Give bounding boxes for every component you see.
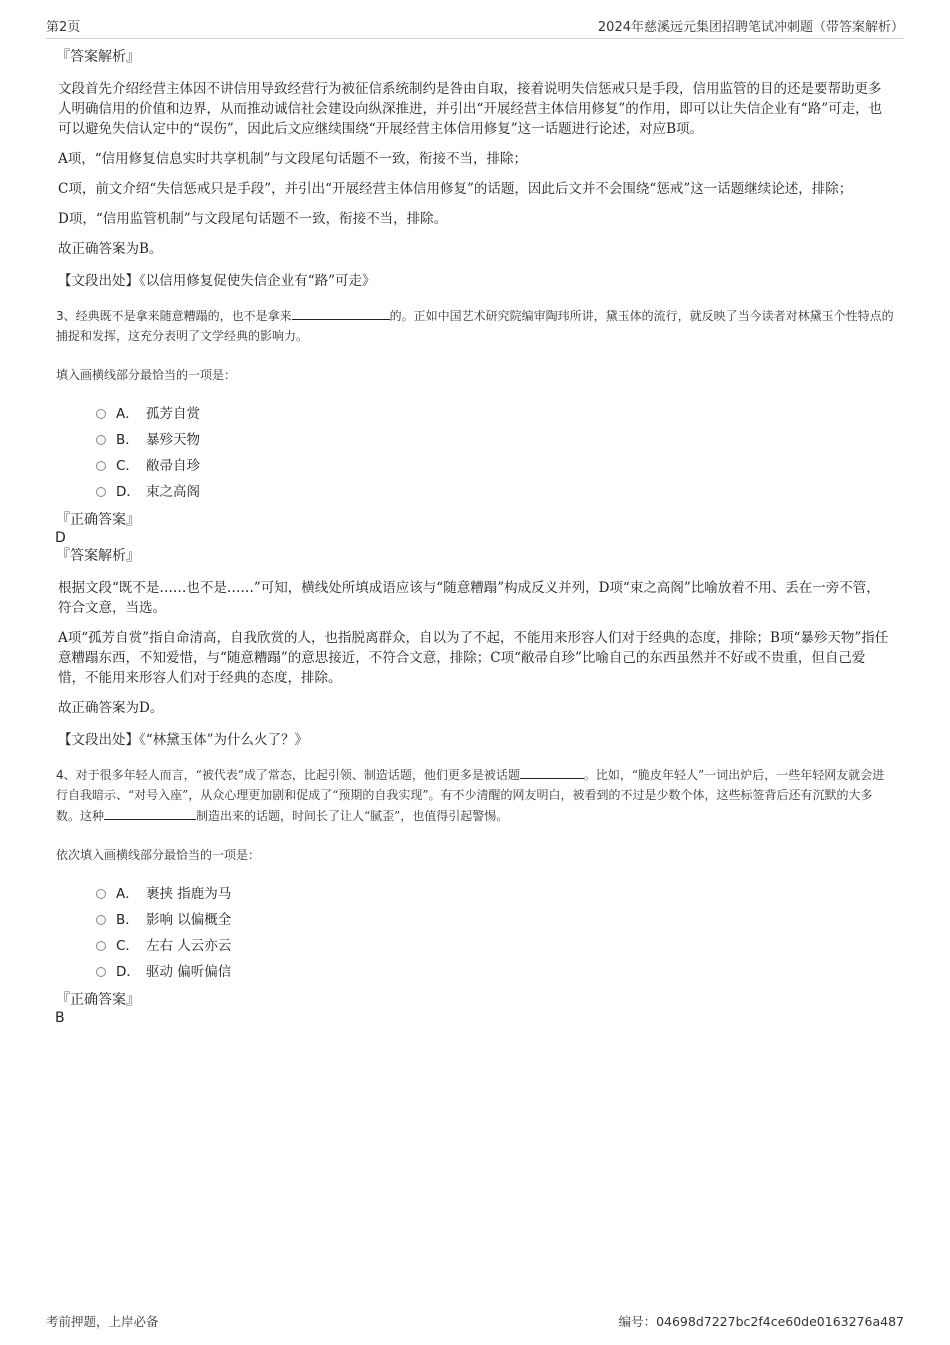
question-4: [56, 764, 896, 826]
option-text: 左右 人云亦云: [146, 938, 232, 954]
option-text: 敝帚自珍: [146, 458, 200, 474]
analysis-label: 『答案解析』: [56, 49, 140, 65]
radio-icon[interactable]: [96, 941, 106, 951]
radio-icon[interactable]: [96, 487, 106, 497]
question-text: 的。正如中国艺术研究院编审陶玮所讲，黛玉体的流行，就反映了当今读者对林黛玉个性特点的捕捉和发挥，这充分表明了文学经典的影响力。: [56, 309, 894, 343]
analysis-paragraph: A项，“信用修复信息实时共享机制”与文段尾句话题不一致，衔接不当，排除；: [58, 151, 528, 167]
options-list: [96, 399, 896, 503]
answer-blank: [292, 305, 390, 320]
document-id: 编号：04698d7227bc2f4ce60de0163276a487: [618, 1314, 904, 1329]
correct-answer: B: [55, 1010, 65, 1026]
option-d[interactable]: [96, 477, 896, 503]
analysis-paragraph: 故正确答案为B。: [58, 241, 163, 257]
radio-icon[interactable]: [96, 461, 106, 471]
document-body: [56, 48, 896, 1027]
option-c[interactable]: [96, 451, 896, 477]
question-text: 经典既不是拿来随意糟蹋的，也不是拿来: [75, 309, 292, 323]
analysis-paragraph: D项，“信用监管机制”与文段尾句话题不一致，衔接不当，排除。: [58, 211, 448, 227]
radio-icon[interactable]: [96, 915, 106, 925]
option-letter: C．: [116, 938, 139, 954]
radio-icon[interactable]: [96, 967, 106, 977]
analysis-paragraph: 故正确答案为D。: [58, 700, 164, 716]
question-number: 4、: [56, 768, 76, 782]
option-a[interactable]: [96, 879, 896, 905]
correct-answer: D: [55, 530, 66, 546]
answer-blank: [520, 764, 584, 779]
analysis-label: 『答案解析』: [56, 548, 140, 564]
option-letter: C．: [116, 458, 139, 474]
question-prompt: 依次填入画横线部分最恰当的一项是：: [56, 848, 261, 862]
radio-icon[interactable]: [96, 889, 106, 899]
question-number: 3、: [56, 309, 76, 323]
question-text: 对于很多年轻人而言，“被代表”成了常态，比起引领、制造话题，他们更多是被话题: [75, 768, 520, 782]
document-title: 2024年慈溪远元集团招聘笔试冲刺题（带答案解析）: [597, 20, 904, 35]
option-letter: D．: [116, 964, 140, 980]
option-letter: D．: [116, 484, 140, 500]
option-text: 影响 以偏概全: [146, 912, 232, 928]
option-letter: B．: [116, 432, 139, 448]
question-text: 制造出来的话题，时间长了让人“腻歪”，也值得引起警惕。: [196, 809, 509, 823]
option-text: 束之高阁: [146, 484, 200, 500]
page-number: 第2页: [46, 20, 81, 35]
analysis-paragraph: 文段首先介绍经营主体因不讲信用导致经营行为被征信系统制约是咎由自取，接着说明失信惩戒只是手段，信用监管的目的还是要帮助更多人明确信用的价值和边界，从而推动诚信社会建设向纵深推进，并引出“开展经营主体信用修复”的作用，即可以让失信企业有“路”可走，也可以避免失信认定中的“误伤”，因此后文应继续围绕“开展经营主体信用修复”这一话题进行论述，对应B项。: [58, 81, 883, 137]
option-letter: A．: [116, 406, 139, 422]
question-prompt: 填入画横线部分最恰当的一项是：: [56, 368, 237, 382]
options-list: [96, 879, 896, 983]
correct-answer-label: 『正确答案』: [56, 512, 140, 528]
page-header: [46, 16, 904, 39]
footer-slogan: 考前押题，上岸必备: [46, 1314, 159, 1329]
option-text: 裹挟 指鹿为马: [146, 886, 232, 902]
analysis-paragraph: 根据文段“既不是……也不是……”可知，横线处所填成语应该与“随意糟蹋”构成反义并列，D项“束之高阁”比喻放着不用、丢在一旁不管，符合文意，当选。: [58, 580, 880, 616]
option-text: 驱动 偏听偏信: [146, 964, 232, 980]
option-d[interactable]: [96, 957, 896, 983]
radio-icon[interactable]: [96, 409, 106, 419]
answer-blank: [104, 805, 196, 820]
passage-source: 【文段出处】《以信用修复促使失信企业有“路”可走》: [58, 273, 376, 289]
analysis-paragraph: C项，前文介绍“失信惩戒只是手段”，并引出“开展经营主体信用修复”的话题，因此后文并不会围绕“惩戒”这一话题继续论述，排除；: [58, 181, 853, 197]
option-text: 暴殄天物: [146, 432, 200, 448]
option-a[interactable]: [96, 399, 896, 425]
option-letter: B．: [116, 912, 139, 928]
option-b[interactable]: [96, 905, 896, 931]
correct-answer-label: 『正确答案』: [56, 992, 140, 1008]
passage-source: 【文段出处】《“林黛玉体”为什么火了？》: [58, 732, 309, 748]
page-footer: [46, 1312, 904, 1330]
radio-icon[interactable]: [96, 435, 106, 445]
question-text: 。比如，“脆皮年轻人”一词出炉后，一些年轻网友就会进行自我暗示、“对号入座”，从众心理更加剧和促成了“预期的自我实现”。有不少清醒的网友明白，被看到的不过是少数个体，这些标签背后还有沉默的大多数。这种: [56, 768, 885, 823]
option-b[interactable]: [96, 425, 896, 451]
analysis-paragraph: A项“孤芳自赏”指自命清高，自我欣赏的人，也指脱离群众，自以为了不起，不能用来形容人们对于经典的态度，排除；B项“暴殄天物”指任意糟蹋东西，不知爱惜，与“随意糟蹋”的意思接近，不符合文意，排除；C项“敝帚自珍”比喻自己的东西虽然并不好或不贵重，但自己爱惜，不能用来形容人们对于经典的态度，排除。: [58, 630, 889, 686]
option-text: 孤芳自赏: [146, 406, 200, 422]
option-c[interactable]: [96, 931, 896, 957]
question-3: [56, 305, 896, 346]
option-letter: A．: [116, 886, 139, 902]
